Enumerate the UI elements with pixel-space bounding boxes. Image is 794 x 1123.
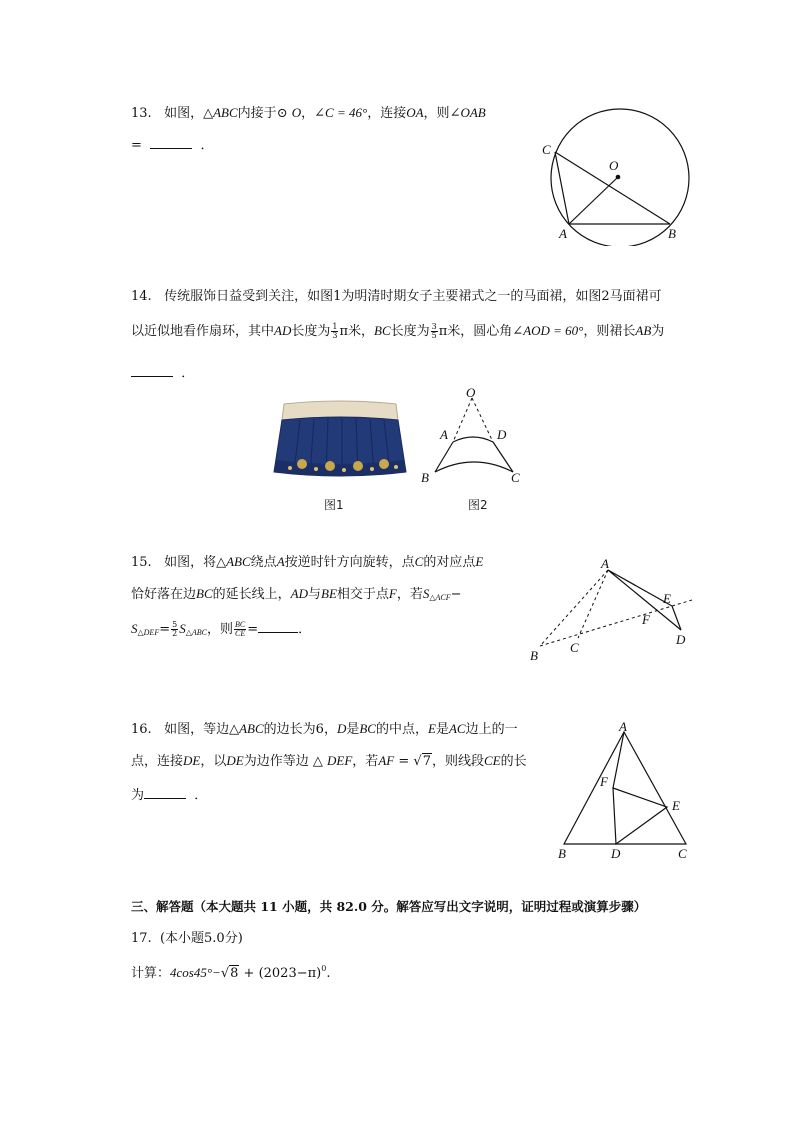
dashed-od	[472, 398, 493, 442]
q14-line2: 以近似地看作扇环，其中AD长度为 $\frac{1}{3}$ π米，BC长度为 $\frac{3}{5}$ π米，圆心角∠AOD = 60°，则裙长AB为	[131, 322, 665, 340]
figure-2-caption: 图2	[468, 498, 488, 512]
dashed-oa	[453, 398, 472, 442]
horse-face-skirt-image	[272, 398, 408, 482]
q14-line3: ．	[131, 364, 194, 383]
answer-blank	[131, 364, 173, 377]
q15-line2: 恰好落在边BC的延长线上，AD与BE相交于点F，若$S_{\triangle ACF}-$	[131, 586, 462, 602]
q13-number: 13.	[131, 106, 152, 121]
label-c: C	[542, 142, 551, 157]
triangle-def	[613, 788, 667, 844]
label-e: E	[672, 798, 680, 813]
q16-number: 16.	[131, 722, 152, 737]
label-f: F	[642, 612, 650, 627]
q14-sector-ring-figure	[416, 384, 532, 488]
q15-rotation-figure	[526, 554, 694, 662]
q17-expression: 计算：$4\cos 45^\circ-√8 + (2023-\pi)^0$.	[131, 964, 331, 981]
fraction-three-fifths: $\frac{3}{5}$	[431, 322, 437, 340]
q17-header: 17. (本小题5.0分)	[131, 931, 243, 946]
label-o: O	[466, 385, 476, 400]
fraction-bc-ce: $\frac{BC}{CE}$	[234, 620, 246, 638]
q16-equilateral-figure	[552, 720, 696, 862]
label-o: O	[609, 158, 619, 173]
center-dot	[616, 175, 621, 180]
fraction-five-halves: $\frac{5}{2}$	[172, 620, 178, 638]
q16-line2: 点，连接DE，以DE为边作等边 △ DEF，若AF = √7，则线段CE的长	[131, 753, 527, 769]
label-a: A	[601, 556, 609, 571]
label-c: C	[570, 640, 579, 655]
fraction-one-third: $\frac{1}{3}$	[332, 322, 338, 340]
segment-af	[613, 732, 624, 788]
segment-ca	[555, 152, 569, 224]
figure-1-caption: 图1	[324, 498, 344, 512]
label-f: F	[600, 774, 608, 789]
q16-line3: 为 ．	[131, 788, 208, 803]
section-3-heading: 三、解答题（本大题共 11 小题，共 82.0 分。解答应写出文字说明，证明过程或演算步骤）	[131, 899, 647, 914]
q16-line1: 16. 如图，等边△ABC的边长为6，D是BC的中点，E是AC边上的一	[131, 721, 518, 737]
label-d: D	[611, 846, 621, 861]
q15-line1: 15. 如图，将△ABC绕点A按逆时针方向旋转，点C的对应点E	[131, 554, 484, 570]
label-a: A	[440, 427, 448, 442]
answer-blank	[144, 786, 186, 799]
q14-line1: 14. 传统服饰日益受到关注，如图1为明清时期女子主要裙式之一的马面裙，如图2马面裙可	[131, 289, 662, 304]
label-c: C	[511, 470, 520, 485]
segment-ac-dashed	[578, 570, 608, 638]
label-b: B	[668, 226, 676, 241]
arc-ad	[453, 437, 493, 442]
label-d: D	[497, 427, 507, 442]
segment-ab-dashed	[540, 570, 608, 646]
q14-number: 14.	[131, 289, 152, 304]
answer-blank	[150, 136, 192, 149]
label-b: B	[421, 470, 429, 485]
label-e: E	[663, 591, 671, 606]
label-a: A	[559, 226, 567, 241]
label-d: D	[676, 632, 686, 647]
label-b: B	[558, 846, 566, 861]
segment-oa	[569, 177, 618, 224]
triangle-abc	[564, 732, 686, 844]
label-a: A	[619, 720, 627, 734]
arc-bc	[435, 462, 513, 472]
q13-line1: 13. 如图，△ABC内接于⊙ O，∠C = 46°，连接OA，则∠OAB	[131, 105, 486, 121]
label-b: B	[530, 648, 538, 662]
q15-line3: $S_{\triangle DEF}=$ $\frac{5}{2}$ $S_{\triangle ABC}$，则 $\frac{BC}{CE}$ = ．	[131, 620, 312, 638]
q17-number: 17.	[131, 931, 152, 946]
q13-circle-figure	[536, 106, 696, 246]
answer-blank	[258, 620, 298, 633]
line-be-dashed	[540, 600, 692, 646]
q15-number: 15.	[131, 555, 152, 570]
label-c: C	[678, 846, 687, 861]
q13-line2: = ．	[131, 138, 214, 153]
